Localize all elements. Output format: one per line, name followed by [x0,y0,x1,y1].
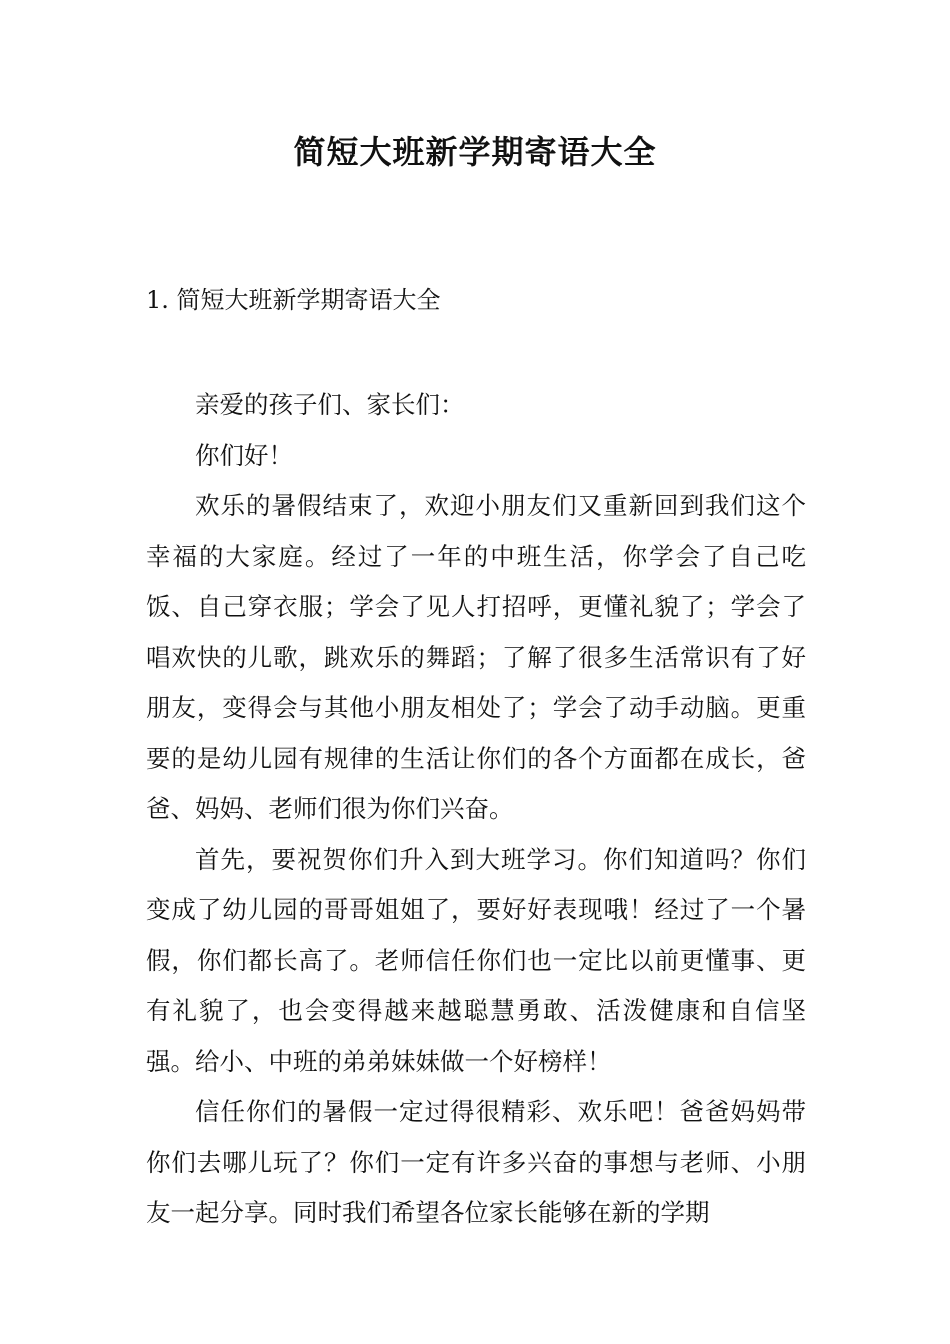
document-body [146,380,806,1239]
document-title: 简短大班新学期寄语大全 [293,133,657,171]
body-paragraph: 首先，要祝贺你们升入到大班学习。你们知道吗？你们变成了幼儿园的哥哥姐姐了，要好好表现哦！经过了一个暑假，你们都长高了。老师信任你们也一定比以前更懂事、更有礼貌了，也会变得越来越聪慧勇敢、活泼健康和自信坚强。给小、中班的弟弟妹妹做一个好榜样！ [146,844,806,1076]
greeting: 你们好！ [195,440,293,470]
body-paragraph: 欢乐的暑假结束了，欢迎小朋友们又重新回到我们这个幸福的大家庭。经过了一年的中班生活，你学会了自己吃饭、自己穿衣服；学会了见人打招呼，更懂礼貌了；学会了唱欢快的儿歌，跳欢乐的舞蹈；了解了很多生活常识有了好朋友，变得会与其他小朋友相处了；学会了动手动脑。更重要的是幼儿园有规律的生活让你们的各个方面都在成长，爸爸、妈妈、老师们很为你们兴奋。 [146,491,806,823]
body-paragraph: 信任你们的暑假一定过得很精彩、欢乐吧！爸爸妈妈带你们去哪儿玩了？你们一定有许多兴奋的事想与老师、小朋友一起分享。同时我们希望各位家长能够在新的学期 [146,1097,806,1227]
salutation: 亲爱的孩子们、家长们： [195,390,465,419]
section-heading: 1. 简短大班新学期寄语大全 [146,286,441,314]
